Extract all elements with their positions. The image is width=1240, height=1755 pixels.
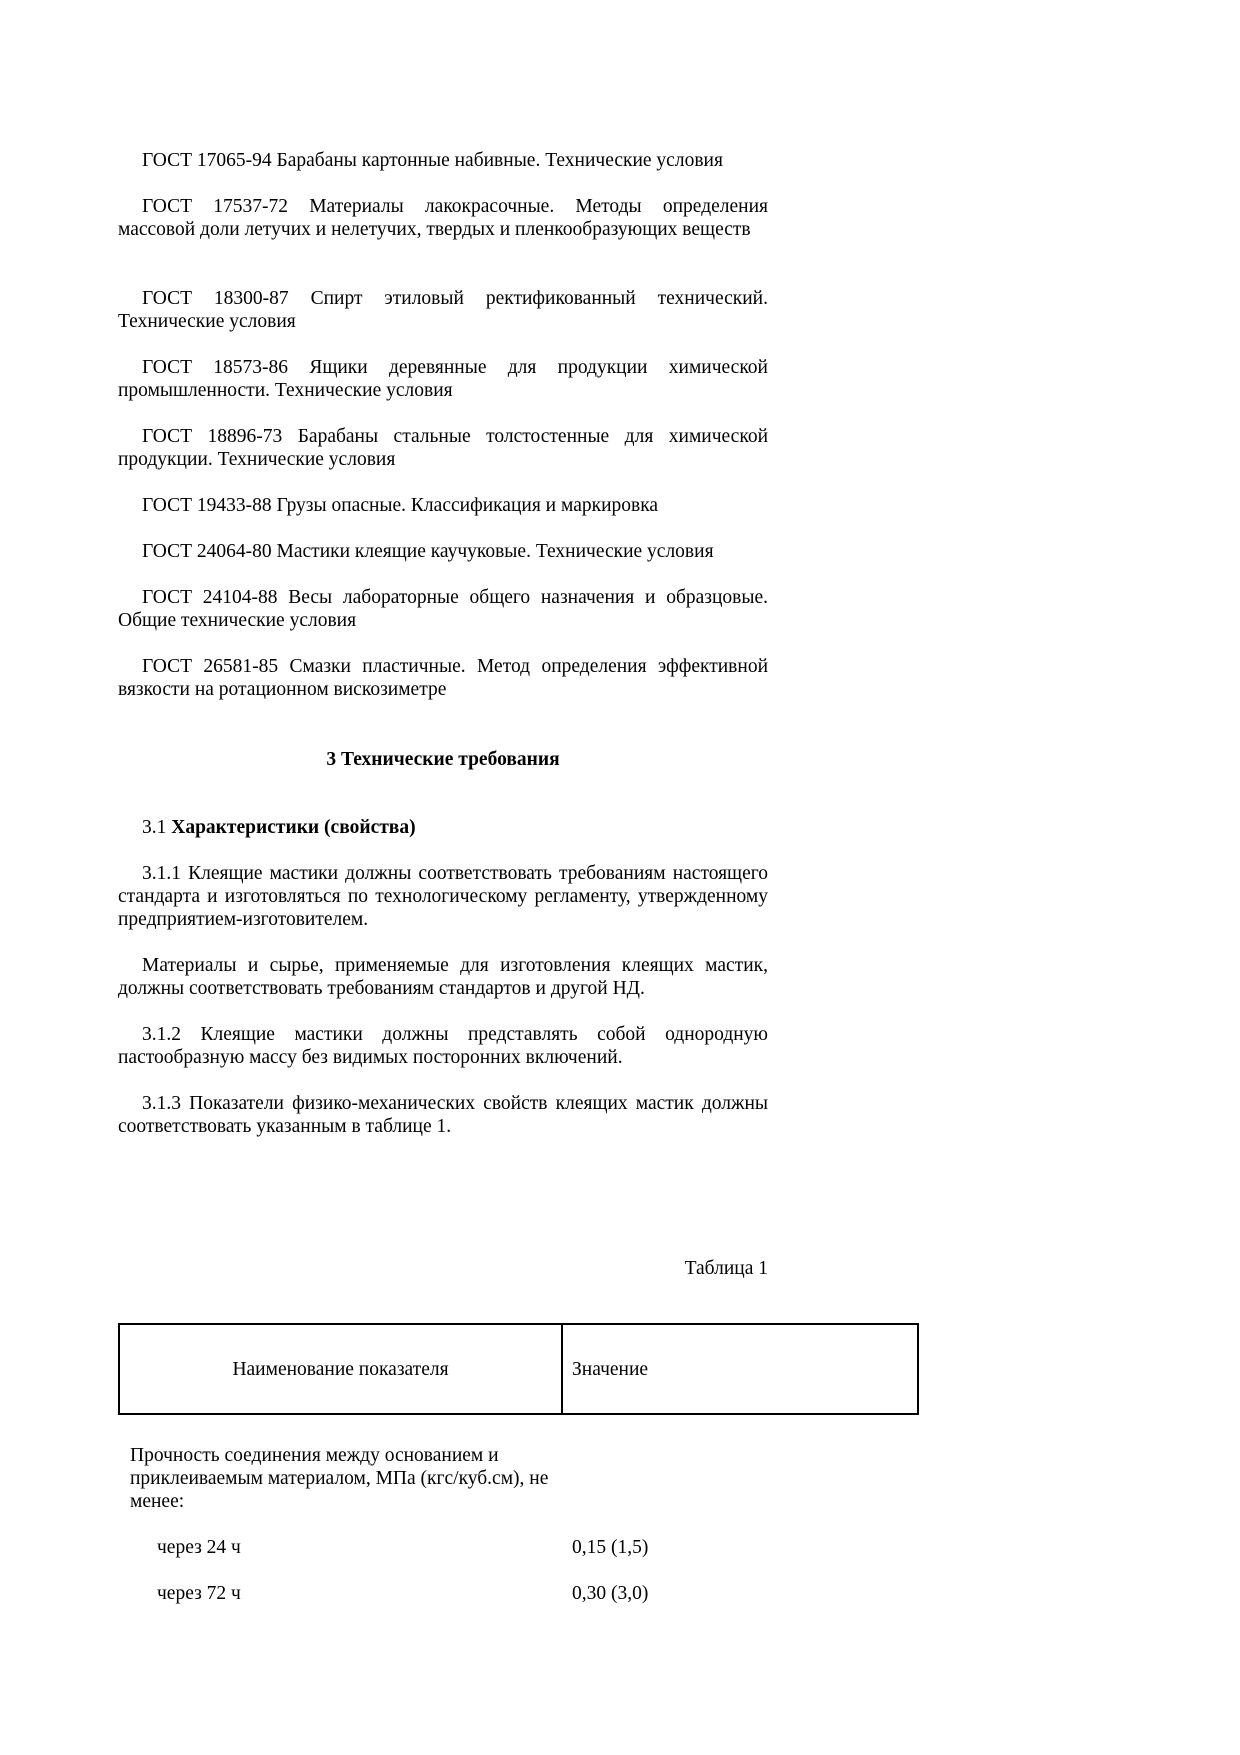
reference-item: ГОСТ 17065-94 Барабаны картонные набивные. Технические условия <box>142 150 723 171</box>
reference-item: ГОСТ 19433-88 Грузы опасные. Классификация и маркировка <box>142 495 659 516</box>
table-group-label: Прочность соединения между основанием и приклеиваемым материалом, МПа (кгс/куб.см), не менее: <box>130 1445 549 1512</box>
reference-item: ГОСТ 24104-88 Весы лабораторные общего назначения и образцовые. Общие технические условия <box>118 587 768 631</box>
reference-item: ГОСТ 18896-73 Барабаны стальные толстостенные для химической продукции. Технические условия <box>118 426 768 470</box>
reference-item: ГОСТ 18300-87 Спирт этиловый ректификованный технический. Технические условия <box>118 288 768 332</box>
table-row-label: через 24 ч <box>157 1537 241 1558</box>
table-header-name: Наименование показателя <box>120 1325 563 1413</box>
table-row-value: 0,30 (3,0) <box>572 1583 649 1604</box>
table-header <box>118 1323 919 1415</box>
body-paragraph: 3.1.3 Показатели физико-механических свойств клеящих мастик должны соответствовать указанным в таблице 1. <box>118 1093 768 1137</box>
table-caption: Таблица 1 <box>684 1258 768 1279</box>
subsection-heading <box>118 816 768 839</box>
subsection-number: 3.1 <box>142 817 167 838</box>
section-heading: 3 Технические требования <box>326 749 560 770</box>
reference-item: ГОСТ 24064-80 Мастики клеящие каучуковые. Технические условия <box>142 541 714 562</box>
table-row-value: 0,15 (1,5) <box>572 1537 649 1558</box>
reference-item: ГОСТ 18573-86 Ящики деревянные для продукции химической промышленности. Технические условия <box>118 357 768 401</box>
body-paragraph: 3.1.1 Клеящие мастики должны соответствовать требованиям настоящего стандарта и изготовляться по технологическому регламенту, утвержденному предприятием-изготовителем. <box>118 863 768 930</box>
table-row-label: через 72 ч <box>157 1583 241 1604</box>
reference-item: ГОСТ 17537-72 Материалы лакокрасочные. Методы определения массовой доли летучих и нелетучих, твердых и пленкообразующих веществ <box>118 196 768 240</box>
table-header-value: Значение <box>572 1358 649 1380</box>
body-paragraph: 3.1.2 Клеящие мастики должны представлять собой однородную пастообразную массу без видимых посторонних включений. <box>118 1024 768 1068</box>
body-paragraph: Материалы и сырье, применяемые для изготовления клеящих мастик, должны соответствовать требованиям стандартов и другой НД. <box>118 955 768 999</box>
subsection-title: Характеристики (свойства) <box>171 817 416 838</box>
reference-item: ГОСТ 26581-85 Смазки пластичные. Метод определения эффективной вязкости на ротационном вискозиметре <box>118 656 768 700</box>
